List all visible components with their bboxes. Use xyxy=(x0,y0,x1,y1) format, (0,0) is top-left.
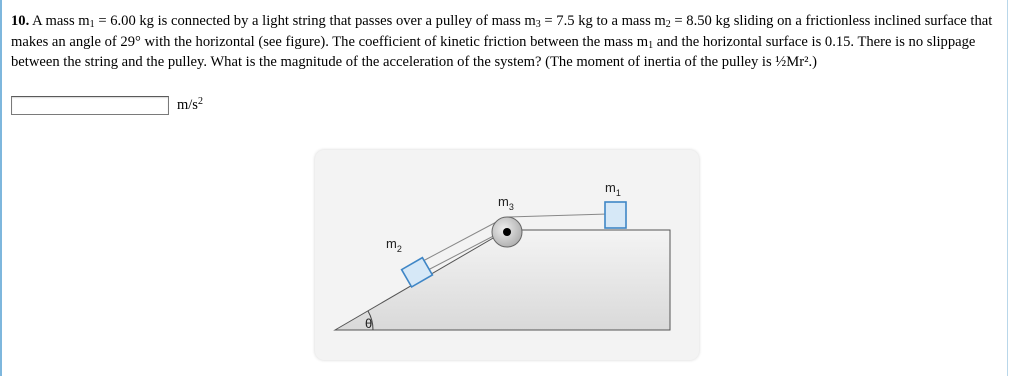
m2-subscript: 2 xyxy=(665,19,671,30)
question-text-part2: = 6.00 kg is connected by a light string that passes over a pulley of mass m xyxy=(94,13,536,29)
m3-label: $m_3$ xyxy=(498,194,514,212)
answer-unit xyxy=(177,97,203,114)
m1-label: $m_1$ xyxy=(605,180,621,198)
unit-base: m/s xyxy=(177,96,198,113)
string-horizontal xyxy=(507,214,608,217)
theta-label: θ xyxy=(365,316,373,331)
pulley-hub xyxy=(503,228,511,236)
m3-subscript: 3 xyxy=(535,19,541,30)
question-number: 10. xyxy=(11,13,30,29)
question-text-part4: = 8.50 kg sliding on a frictionless inclined surface that makes an angle of 29° with the horizontal (see figure). The coefficient of kinetic friction between the mass m xyxy=(11,13,993,50)
m2-label: $m_2$ xyxy=(386,236,402,254)
block-m1 xyxy=(605,202,626,228)
m1-subscript-2: 1 xyxy=(648,39,654,51)
question-text-part3: = 7.5 kg to a mass m xyxy=(540,13,666,29)
answer-row xyxy=(11,94,203,116)
figure xyxy=(315,150,699,360)
answer-input[interactable] xyxy=(11,96,169,115)
question-text xyxy=(11,11,1006,73)
unit-exponent: 2 xyxy=(197,95,203,107)
question-text-part5: and the horizontal surface is 0.15. There is no slippage between the string and the pulley. What is the magnitude of the acceleration of the system? (The moment of inertia of the pulley is ½Mr².) xyxy=(11,33,976,70)
m1-subscript: 1 xyxy=(89,19,95,30)
incline-pulley-diagram xyxy=(315,150,699,360)
question-text-part1: A mass m xyxy=(29,13,90,29)
